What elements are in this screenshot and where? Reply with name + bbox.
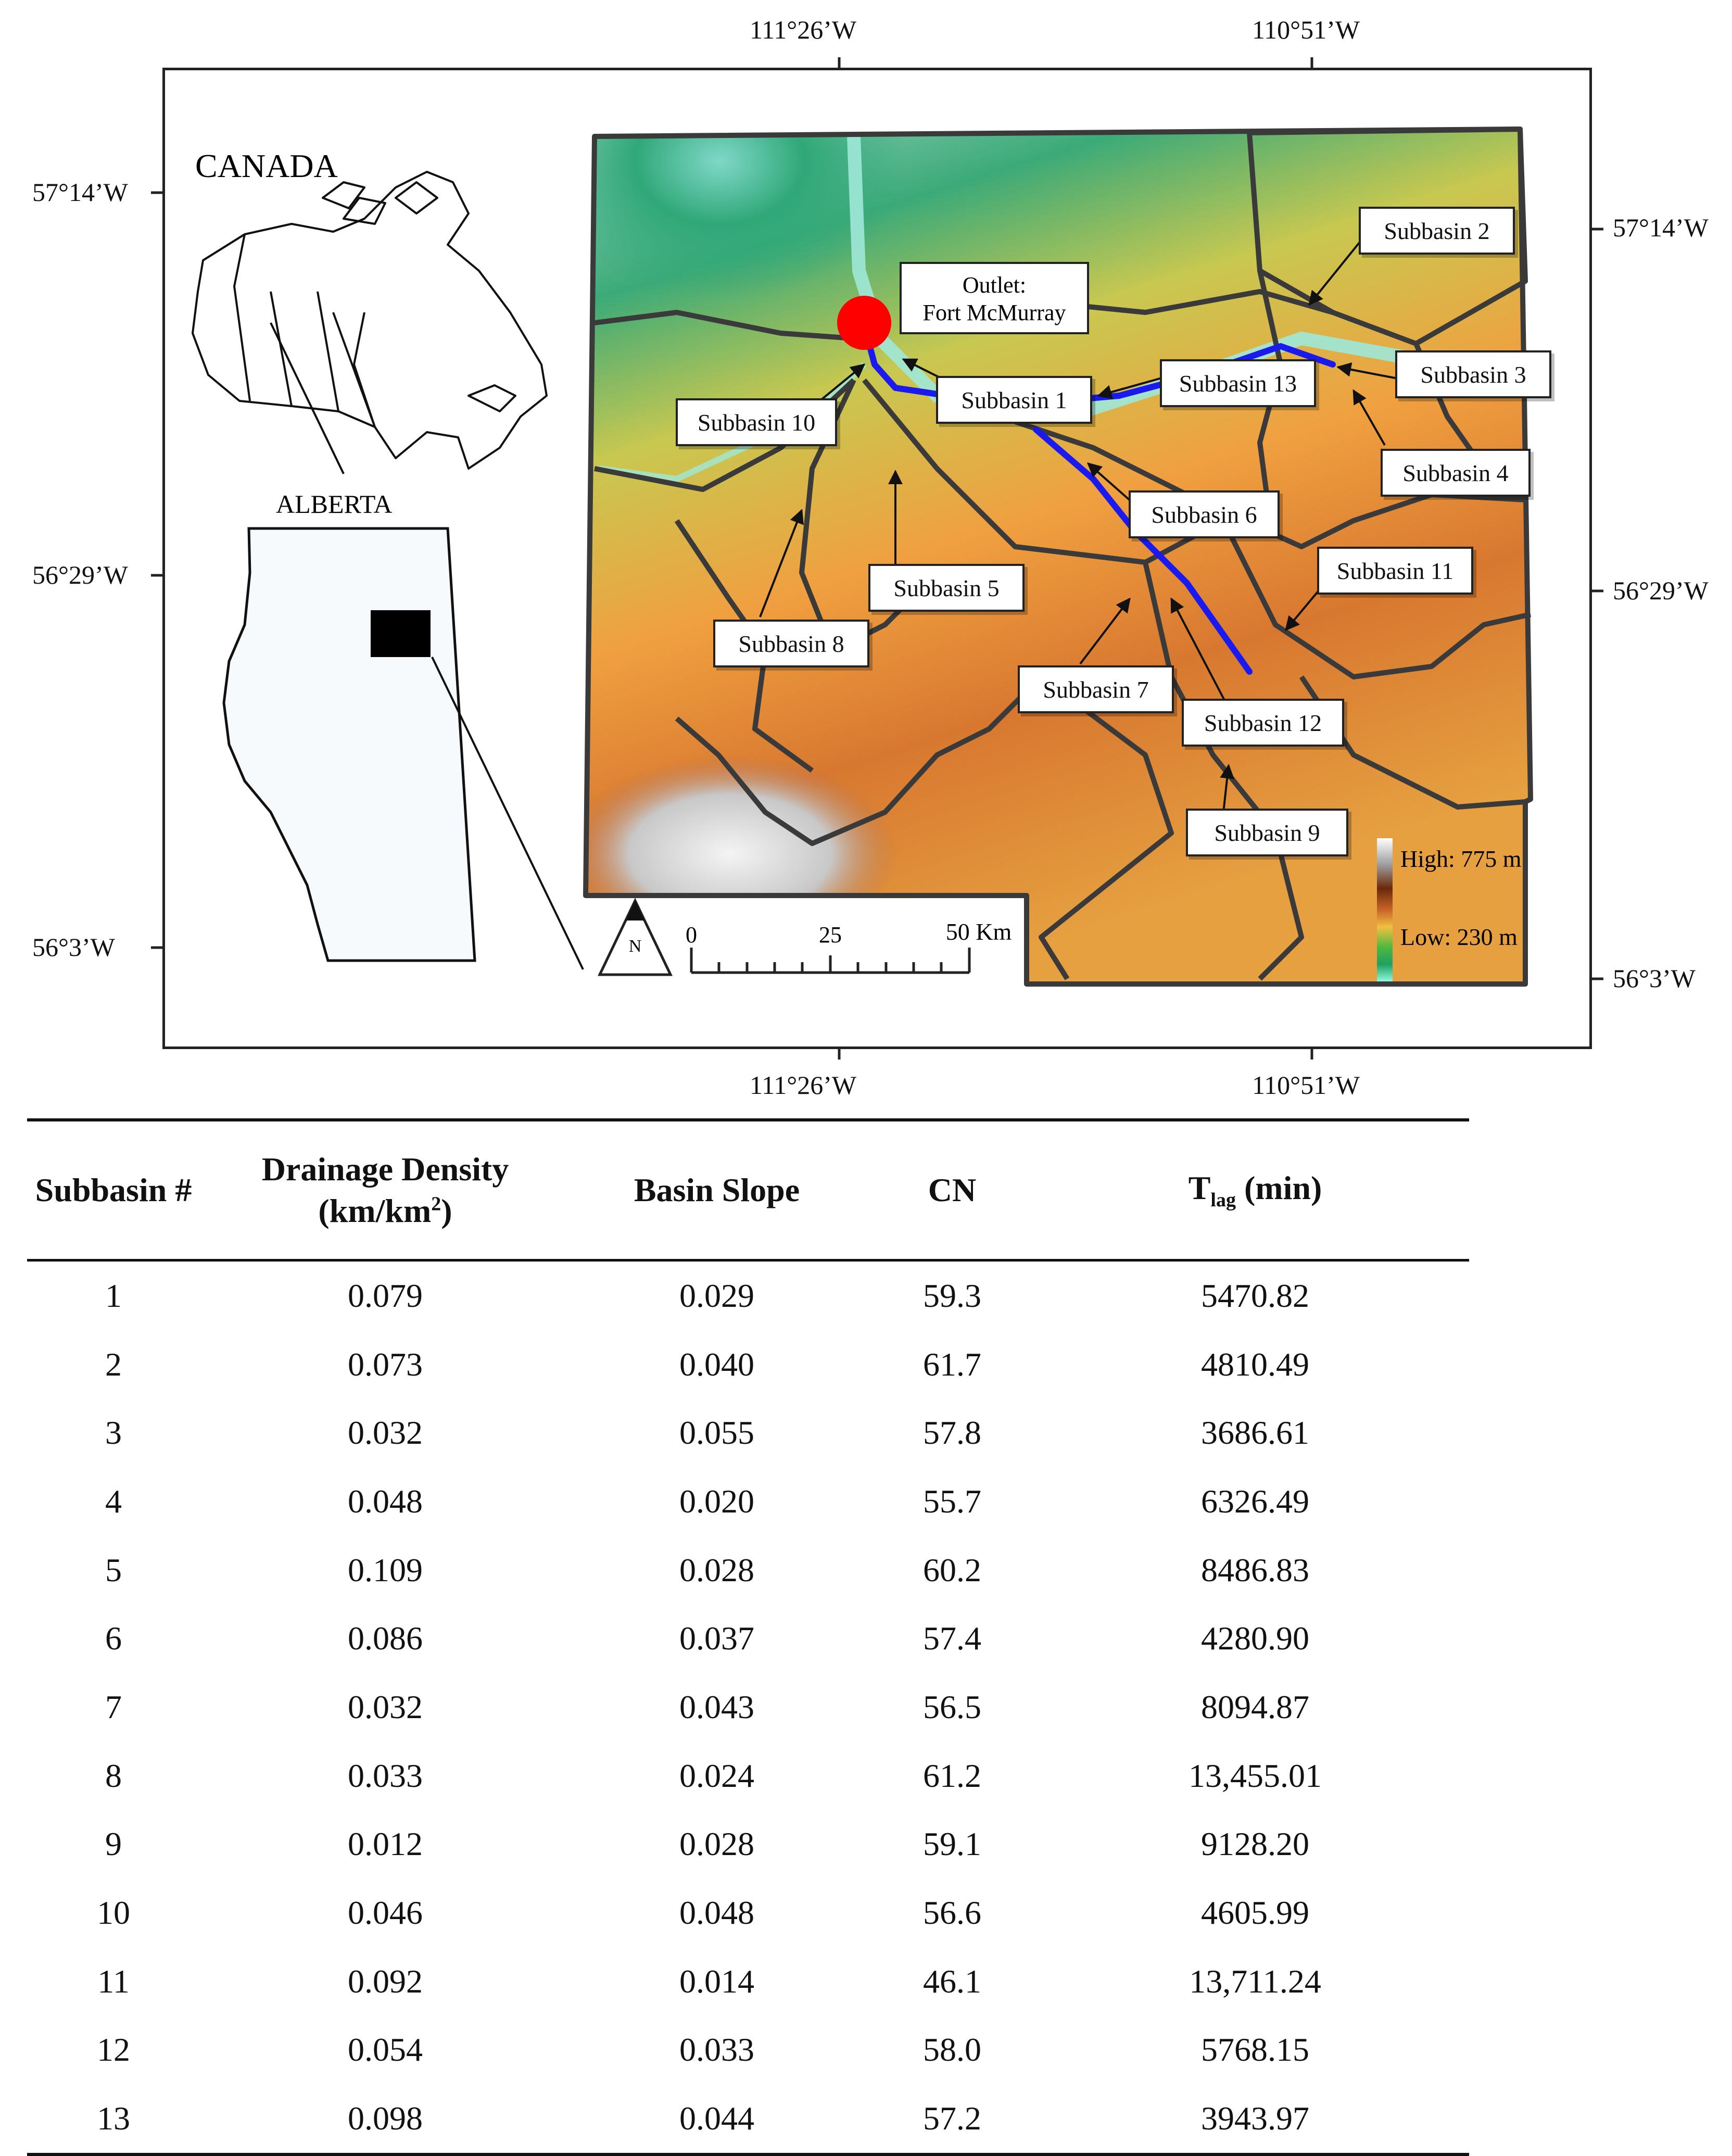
header-density-close: ) — [441, 1192, 452, 1229]
scale-tick-0: 0 — [686, 922, 697, 948]
cell-tlag: 13,455.01 — [1189, 1757, 1322, 1794]
cell-basin-slope: 0.040 — [679, 1345, 754, 1383]
cell-tlag: 8094.87 — [1201, 1688, 1309, 1725]
cell-drainage-density: 0.079 — [348, 1277, 423, 1314]
subbasin-characteristics-table — [27, 1118, 1469, 2156]
coord-right-bottom: 56°3’W — [1613, 964, 1696, 993]
subbasin-label-11: Subbasin 11 — [1317, 547, 1473, 595]
cell-cn: 57.8 — [923, 1414, 981, 1452]
outlet-label-line1: Outlet: — [962, 272, 1027, 298]
header-drainage-density — [200, 1120, 571, 1260]
cell-tlag: 5470.82 — [1201, 1277, 1309, 1314]
subbasin-label-5: Subbasin 5 — [868, 564, 1025, 612]
cell-tlag: 3686.61 — [1201, 1414, 1309, 1452]
header-density-line1: Drainage Density — [261, 1151, 509, 1188]
cell-tlag: 3943.97 — [1041, 2084, 1469, 2154]
cell-subbasin: 1 — [105, 1277, 122, 1314]
cell-drainage-density: 0.092 — [348, 1962, 423, 2000]
cell-drainage-density: 0.012 — [348, 1825, 423, 1863]
cell-drainage-density: 0.073 — [348, 1345, 423, 1383]
subbasin-label-10: Subbasin 10 — [676, 398, 837, 446]
cell-subbasin: 10 — [97, 1894, 130, 1932]
inset-leader-canada — [271, 323, 344, 474]
cell-cn: 56.6 — [923, 1894, 981, 1932]
cell-basin-slope: 0.037 — [679, 1620, 754, 1657]
table-row — [27, 1260, 1469, 1330]
header-subbasin: Subbasin # — [27, 1120, 200, 1260]
subbasin-label-7: Subbasin 7 — [1018, 665, 1174, 713]
subbasin-label-9: Subbasin 9 — [1186, 809, 1348, 856]
cell-cn: 57.2 — [863, 2084, 1041, 2154]
subbasin-label-3: Subbasin 3 — [1395, 350, 1551, 398]
scale-tick-50: 50 Km — [945, 918, 1012, 945]
cell-basin-slope: 0.044 — [571, 2084, 863, 2154]
table-row — [27, 1604, 1469, 1673]
inset-country-label: CANADA — [195, 147, 338, 184]
table-row — [27, 1330, 1469, 1399]
cell-subbasin: 12 — [97, 2031, 130, 2069]
header-density-sup: 2 — [431, 1193, 441, 1215]
cell-subbasin: 5 — [105, 1551, 122, 1588]
cell-tlag: 5768.15 — [1201, 2031, 1309, 2069]
table-row — [27, 1947, 1469, 2016]
subbasin-label-4: Subbasin 4 — [1381, 449, 1531, 497]
cell-subbasin: 7 — [105, 1688, 122, 1725]
scale-tick-25: 25 — [819, 922, 842, 948]
subbasin-label-1: Subbasin 1 — [936, 376, 1092, 424]
table-row — [27, 1742, 1469, 1810]
cell-tlag: 4280.90 — [1201, 1620, 1309, 1657]
header-basin-slope: Basin Slope — [571, 1120, 863, 1260]
cell-basin-slope: 0.055 — [679, 1414, 754, 1452]
cell-cn: 57.4 — [923, 1620, 981, 1657]
coord-left-top: 57°14’W — [32, 178, 128, 207]
header-tlag — [1041, 1120, 1469, 1260]
cell-drainage-density: 0.032 — [348, 1414, 423, 1452]
cell-subbasin: 2 — [105, 1345, 122, 1383]
inset-province-label: ALBERTA — [276, 489, 393, 519]
cell-cn: 60.2 — [923, 1551, 981, 1588]
header-tlag-main: T — [1188, 1169, 1211, 1207]
coord-left-mid: 56°29’W — [32, 560, 128, 589]
cell-subbasin: 9 — [105, 1825, 122, 1863]
cell-tlag: 4810.49 — [1201, 1345, 1309, 1383]
table-body — [27, 1260, 1469, 2154]
cell-cn: 59.3 — [923, 1277, 981, 1314]
cell-drainage-density: 0.098 — [200, 2084, 571, 2154]
cell-subbasin: 11 — [97, 1962, 130, 2000]
cell-basin-slope: 0.020 — [679, 1482, 754, 1520]
north-label: N — [628, 937, 642, 956]
cell-basin-slope: 0.029 — [679, 1277, 754, 1314]
cell-subbasin: 13 — [27, 2084, 200, 2154]
coord-right-top: 57°14’W — [1613, 213, 1709, 242]
subbasin-label-8: Subbasin 8 — [713, 620, 869, 667]
coord-left-bottom: 56°3’W — [32, 932, 115, 962]
cell-basin-slope: 0.033 — [679, 2031, 754, 2069]
legend-high-label: High: 775 m — [1400, 846, 1522, 872]
coord-top-right: 110°51’W — [1252, 15, 1360, 44]
cell-basin-slope: 0.024 — [679, 1757, 754, 1794]
cell-tlag: 13,711.24 — [1189, 1962, 1321, 2000]
cell-drainage-density: 0.032 — [348, 1688, 423, 1725]
elevation-legend-bar — [1377, 838, 1393, 981]
cell-tlag: 6326.49 — [1201, 1482, 1309, 1520]
cell-basin-slope: 0.028 — [679, 1551, 754, 1588]
study-area-box — [371, 610, 431, 657]
cell-basin-slope: 0.028 — [679, 1825, 754, 1863]
cell-subbasin: 4 — [105, 1482, 122, 1520]
coord-right-mid: 56°29’W — [1613, 576, 1709, 605]
coord-top-left: 111°26’W — [750, 15, 857, 44]
coord-bottom-left: 111°26’W — [750, 1070, 857, 1100]
table-row — [27, 1878, 1469, 1947]
table-header-row — [27, 1120, 1469, 1260]
cell-cn: 56.5 — [923, 1688, 981, 1725]
cell-drainage-density: 0.086 — [348, 1620, 423, 1657]
subbasin-label-2: Subbasin 2 — [1359, 207, 1515, 255]
cell-drainage-density: 0.048 — [348, 1482, 423, 1520]
table-row — [27, 2016, 1469, 2085]
cell-drainage-density: 0.046 — [348, 1894, 423, 1932]
cell-drainage-density: 0.033 — [348, 1757, 423, 1794]
header-tlag-unit: (min) — [1235, 1169, 1322, 1207]
header-density-line2: (km/km — [318, 1192, 432, 1229]
header-tlag-sub: lag — [1210, 1189, 1236, 1212]
cell-tlag: 9128.20 — [1201, 1825, 1309, 1863]
subbasin-label-13: Subbasin 13 — [1160, 359, 1316, 407]
cell-cn: 55.7 — [923, 1482, 981, 1520]
cell-basin-slope: 0.048 — [679, 1894, 754, 1932]
cell-cn: 59.1 — [923, 1825, 981, 1863]
coord-bottom-right: 110°51’W — [1252, 1070, 1360, 1100]
table-row — [27, 1536, 1469, 1605]
header-cn: CN — [863, 1120, 1041, 1260]
alberta-inset-map — [224, 528, 475, 961]
table-row — [27, 1673, 1469, 1742]
cell-tlag: 8486.83 — [1201, 1551, 1309, 1588]
subbasin-label-6: Subbasin 6 — [1129, 490, 1280, 538]
cell-drainage-density: 0.109 — [348, 1551, 423, 1588]
cell-basin-slope: 0.014 — [679, 1962, 754, 2000]
cell-cn: 46.1 — [923, 1962, 981, 2000]
cell-subbasin: 6 — [105, 1620, 122, 1657]
table-row — [27, 1810, 1469, 1879]
table-row — [27, 1398, 1469, 1467]
scale-bar — [691, 948, 969, 973]
table-row — [27, 1467, 1469, 1536]
cell-cn: 61.2 — [923, 1757, 981, 1794]
cell-subbasin: 8 — [105, 1757, 122, 1794]
cell-cn: 58.0 — [923, 2031, 981, 2069]
outlet-label-line2: Fort McMurray — [922, 300, 1066, 325]
cell-cn: 61.7 — [923, 1345, 981, 1383]
legend-low-label: Low: 230 m — [1400, 924, 1518, 950]
cell-basin-slope: 0.043 — [679, 1688, 754, 1725]
subbasin-label-12: Subbasin 12 — [1182, 699, 1344, 747]
cell-subbasin: 3 — [105, 1414, 122, 1452]
cell-drainage-density: 0.054 — [348, 2031, 423, 2069]
canada-inset-map — [193, 172, 547, 469]
cell-tlag: 4605.99 — [1201, 1894, 1309, 1932]
outlet-marker — [837, 296, 891, 350]
table-row — [27, 2084, 1469, 2154]
